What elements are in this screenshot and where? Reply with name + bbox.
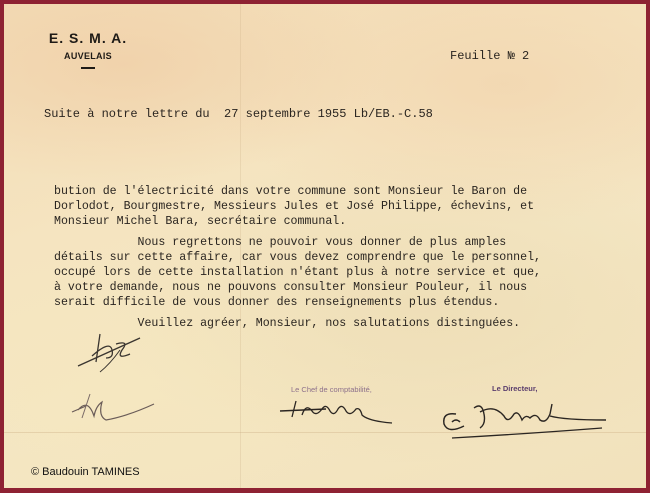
reference-line: Suite à notre lettre du 27 septembre 1955 Lb/EB.-C.58 <box>44 107 433 121</box>
director-title: Le Directeur, <box>492 384 538 393</box>
letter-body <box>54 184 650 331</box>
body-line: Dorlodot, Bourgmestre, Messieurs Jules et José Philippe, échevins, et <box>54 200 535 213</box>
sheet-number: Feuille № 2 <box>450 49 530 63</box>
body-line: Monsieur Michel Bara, secrétaire communal. <box>54 215 347 228</box>
body-line: Nous regrettons ne pouvoir vous donner de plus amples <box>54 236 507 249</box>
letterhead <box>38 30 138 69</box>
body-line: à votre demande, nous ne pouvons consulter Monsieur Pouleur, il nous <box>54 281 528 294</box>
handwritten-initials-bottom <box>68 386 168 436</box>
director-signature <box>434 394 634 442</box>
handwritten-initials-top <box>70 330 150 380</box>
body-line: occupé lors de cette installation n'étant plus à notre service et que, <box>54 266 542 279</box>
company-city: AUVELAIS <box>64 51 112 61</box>
company-name: E. S. M. A. <box>48 30 128 46</box>
closing-line: Veuillez agréer, Monsieur, nos salutations distinguées. <box>54 317 521 330</box>
accounting-chief-signature <box>276 397 416 429</box>
accounting-chief-title: Le Chef de comptabilité, <box>291 385 372 394</box>
body-line: bution de l'électricité dans votre commune sont Monsieur le Baron de <box>54 185 528 198</box>
copyright-credit: © Baudouin TAMINES <box>31 466 140 478</box>
letterhead-rule <box>81 67 95 69</box>
body-line: serait difficile de vous donner des renseignements plus étendus. <box>54 296 500 309</box>
body-line: détails sur cette affaire, car vous devez comprendre que le personnel, <box>54 251 542 264</box>
